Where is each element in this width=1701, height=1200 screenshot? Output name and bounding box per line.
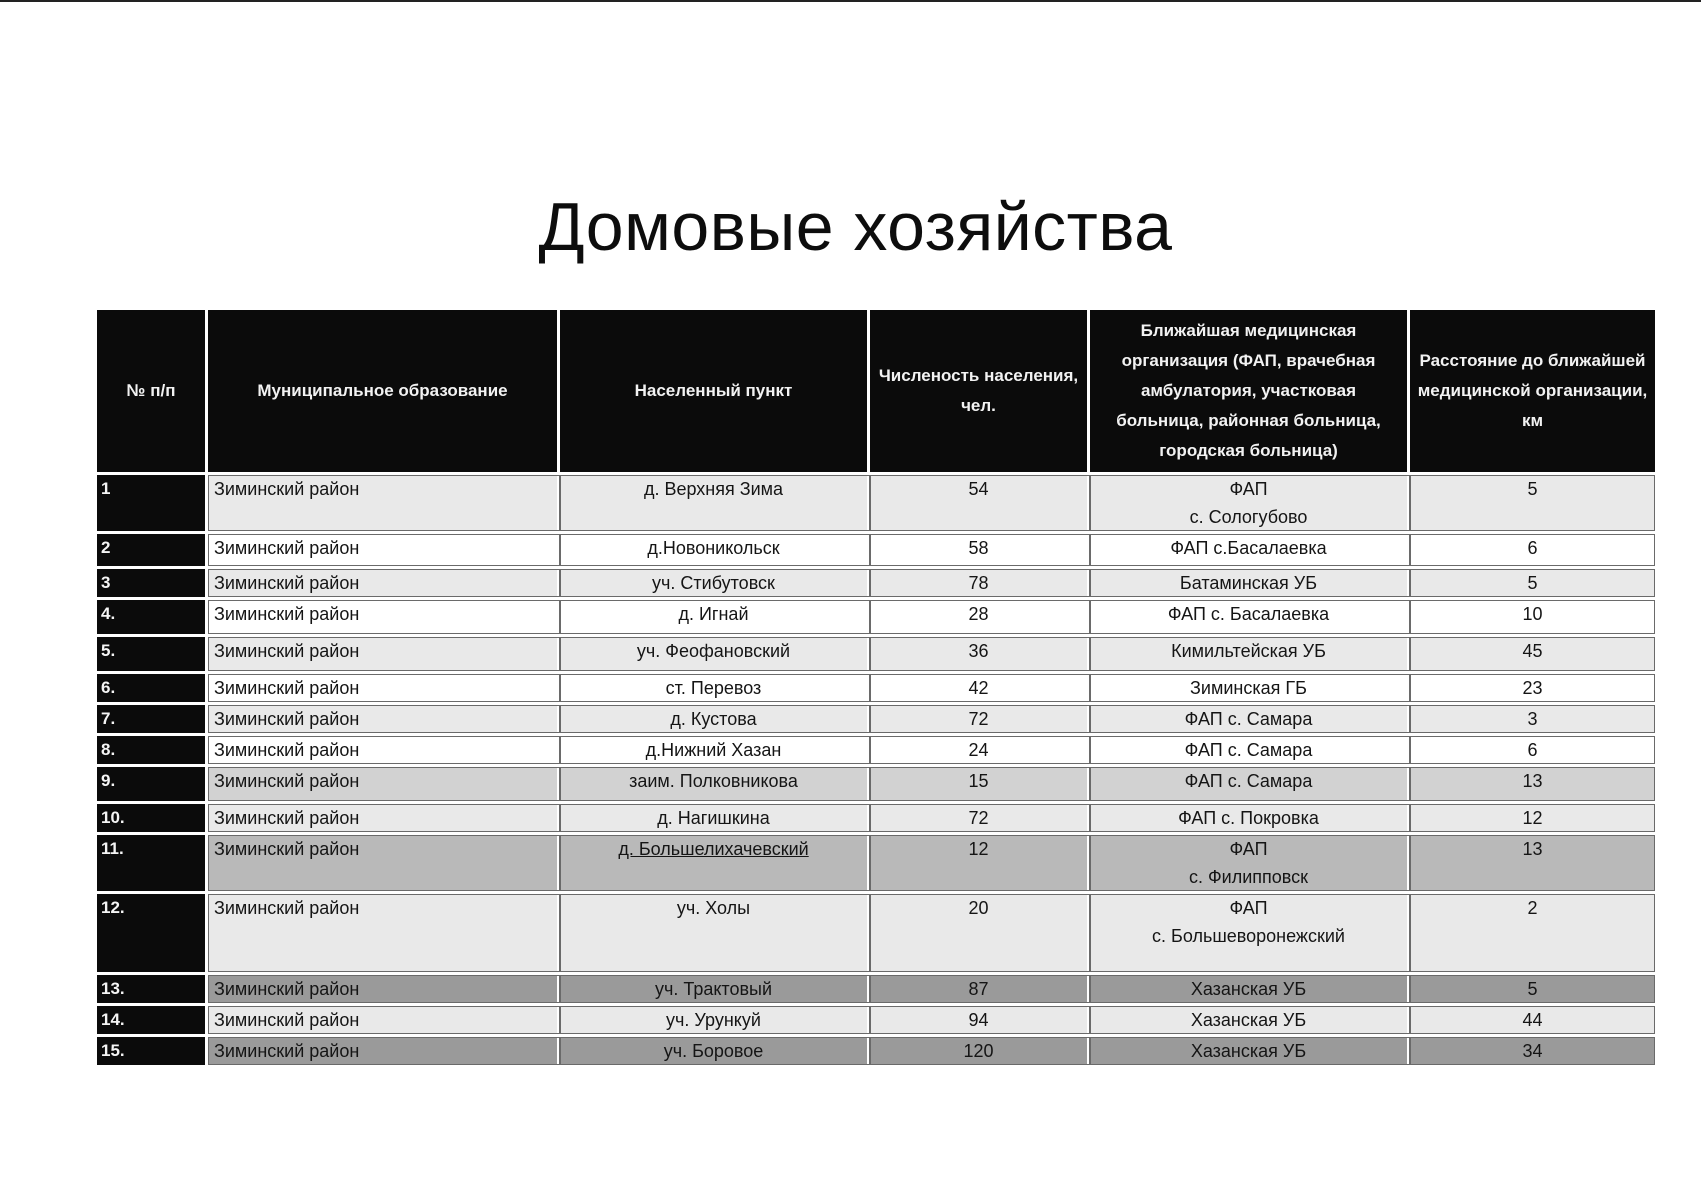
municipality-cell: Зиминский район [208,600,560,634]
distance-cell: 13 [1410,835,1655,891]
medical-org-name: Хазанская УБ [1190,1041,1307,1061]
settlement-name: д. Большелихачевский [618,839,809,859]
medical-org-cell [1090,736,1410,764]
medical-org-location: с. Большеворонежский [1152,926,1345,946]
population-cell: 15 [870,767,1090,801]
medical-org-cell [1090,534,1410,566]
settlement-name: уч. Трактовый [654,979,773,999]
medical-org-location: с. Филипповск [1188,867,1309,887]
medical-org-cell [1090,835,1410,891]
settlement-name: д.Новоникольск [647,538,780,558]
settlement-cell [560,674,870,702]
medical-org-name: Хазанская УБ [1190,1010,1307,1030]
municipality-cell: Зиминский район [208,736,560,764]
row-number-cell: 7. [97,705,208,733]
table-row [97,705,1655,733]
row-number-cell: 4. [97,600,208,634]
table-body [97,475,1655,1065]
scan-edge-line [0,0,1701,2]
medical-org-cell [1090,804,1410,832]
population-cell: 72 [870,804,1090,832]
medical-org-name: Хазанская УБ [1190,979,1307,999]
medical-org-cell [1090,767,1410,801]
settlement-cell [560,767,870,801]
municipality-cell: Зиминский район [208,975,560,1003]
distance-cell: 6 [1410,736,1655,764]
medical-org-name: ФАП с. Самара [1184,771,1313,791]
distance-cell: 23 [1410,674,1655,702]
medical-org-name: ФАП с. Самара [1184,709,1313,729]
households-table [97,307,1655,1068]
municipality-cell: Зиминский район [208,674,560,702]
population-cell: 58 [870,534,1090,566]
settlement-name: д. Нагишкина [657,808,770,828]
medical-org-cell [1090,637,1410,671]
medical-org-cell [1090,975,1410,1003]
header-row [97,310,1655,472]
row-number-cell: 9. [97,767,208,801]
population-cell: 72 [870,705,1090,733]
population-cell: 78 [870,569,1090,597]
medical-org-cell [1090,674,1410,702]
settlement-cell [560,600,870,634]
row-number-cell: 2 [97,534,208,566]
medical-org-name: ФАП [1229,839,1268,859]
medical-org-name: ФАП с.Басалаевка [1170,538,1327,558]
settlement-name: уч. Холы [676,898,751,918]
table-row [97,569,1655,597]
medical-org-cell [1090,475,1410,531]
header-population: Численость населения, чел. [870,310,1090,472]
municipality-cell: Зиминский район [208,705,560,733]
table-row [97,804,1655,832]
medical-org-name: ФАП с. Самара [1184,740,1313,760]
medical-org-cell [1090,705,1410,733]
distance-cell: 5 [1410,475,1655,531]
row-number-cell: 1 [97,475,208,531]
settlement-cell [560,475,870,531]
distance-cell: 2 [1410,894,1655,972]
table-row [97,894,1655,972]
municipality-cell: Зиминский район [208,534,560,566]
table-row [97,600,1655,634]
settlement-cell [560,1037,870,1065]
settlement-cell [560,835,870,891]
population-cell: 120 [870,1037,1090,1065]
table-row [97,674,1655,702]
row-number-cell: 11. [97,835,208,891]
distance-cell: 45 [1410,637,1655,671]
row-number-cell: 6. [97,674,208,702]
row-number-cell: 15. [97,1037,208,1065]
settlement-cell [560,804,870,832]
table-row [97,835,1655,891]
settlement-name: уч. Боровое [663,1041,764,1061]
settlement-name: д. Игнай [678,604,749,624]
table-row [97,534,1655,566]
population-cell: 24 [870,736,1090,764]
municipality-cell: Зиминский район [208,569,560,597]
medical-org-name: Кимильтейская УБ [1171,641,1326,661]
medical-org-cell [1090,1037,1410,1065]
distance-cell: 44 [1410,1006,1655,1034]
municipality-cell: Зиминский район [208,767,560,801]
row-number-cell: 14. [97,1006,208,1034]
municipality-cell: Зиминский район [208,1006,560,1034]
settlement-cell [560,975,870,1003]
settlement-cell [560,569,870,597]
population-cell: 36 [870,637,1090,671]
medical-org-name: ФАП с. Покровка [1178,808,1319,828]
settlement-cell [560,894,870,972]
medical-org-name: Зиминская ГБ [1190,678,1307,698]
row-number-cell: 12. [97,894,208,972]
settlement-name: ст. Перевоз [665,678,762,698]
medical-org-name: Батаминская УБ [1179,573,1318,593]
population-cell: 94 [870,1006,1090,1034]
settlement-name: д.Нижний Хазан [645,740,782,760]
distance-cell: 6 [1410,534,1655,566]
settlement-cell [560,705,870,733]
table-row [97,1037,1655,1065]
medical-org-name: ФАП с. Басалаевка [1167,604,1330,624]
distance-cell: 34 [1410,1037,1655,1065]
municipality-cell: Зиминский район [208,804,560,832]
header-municipality: Муниципальное образование [208,310,560,472]
settlement-cell [560,1006,870,1034]
settlement-name: д. Кустова [670,709,757,729]
population-cell: 42 [870,674,1090,702]
municipality-cell: Зиминский район [208,475,560,531]
population-cell: 12 [870,835,1090,891]
table-row [97,975,1655,1003]
settlement-name: уч. Феофановский [636,641,791,661]
settlement-cell [560,736,870,764]
municipality-cell: Зиминский район [208,637,560,671]
row-number-cell: 3 [97,569,208,597]
distance-cell: 12 [1410,804,1655,832]
table-row [97,1006,1655,1034]
medical-org-name: ФАП [1229,479,1268,499]
medical-org-location: с. Сологубово [1189,507,1308,527]
medical-org-name: ФАП [1229,898,1268,918]
table-row [97,736,1655,764]
row-number-cell: 13. [97,975,208,1003]
settlement-name: заим. Полковникова [629,771,798,791]
settlement-name: уч. Урункуй [666,1010,761,1030]
distance-cell: 13 [1410,767,1655,801]
table-row [97,637,1655,671]
header-medical-org: Ближайшая медицинская организация (ФАП, врачебная амбулатория, участковая больница, районная больница, городская больница) [1090,310,1410,472]
table-row [97,767,1655,801]
distance-cell: 5 [1410,975,1655,1003]
settlement-cell [560,637,870,671]
distance-cell: 3 [1410,705,1655,733]
medical-org-cell [1090,894,1410,972]
settlement-name: уч. Стибутовск [652,573,775,593]
row-number-cell: 8. [97,736,208,764]
settlement-cell [560,534,870,566]
header-number: № п/п [97,310,208,472]
municipality-cell: Зиминский район [208,1037,560,1065]
municipality-cell: Зиминский район [208,835,560,891]
table-row [97,475,1655,531]
settlement-name: д. Верхняя Зима [643,479,784,499]
distance-cell: 5 [1410,569,1655,597]
population-cell: 28 [870,600,1090,634]
population-cell: 20 [870,894,1090,972]
medical-org-cell [1090,600,1410,634]
municipality-cell: Зиминский район [208,894,560,972]
header-settlement: Населенный пункт [560,310,870,472]
row-number-cell: 5. [97,637,208,671]
population-cell: 87 [870,975,1090,1003]
distance-cell: 10 [1410,600,1655,634]
medical-org-cell [1090,569,1410,597]
medical-org-cell [1090,1006,1410,1034]
row-number-cell: 10. [97,804,208,832]
population-cell: 54 [870,475,1090,531]
page-title: Домовые хозяйства [538,189,1173,265]
header-distance: Расстояние до ближайшей медицинской организации, км [1410,310,1655,472]
table-header [97,310,1655,472]
